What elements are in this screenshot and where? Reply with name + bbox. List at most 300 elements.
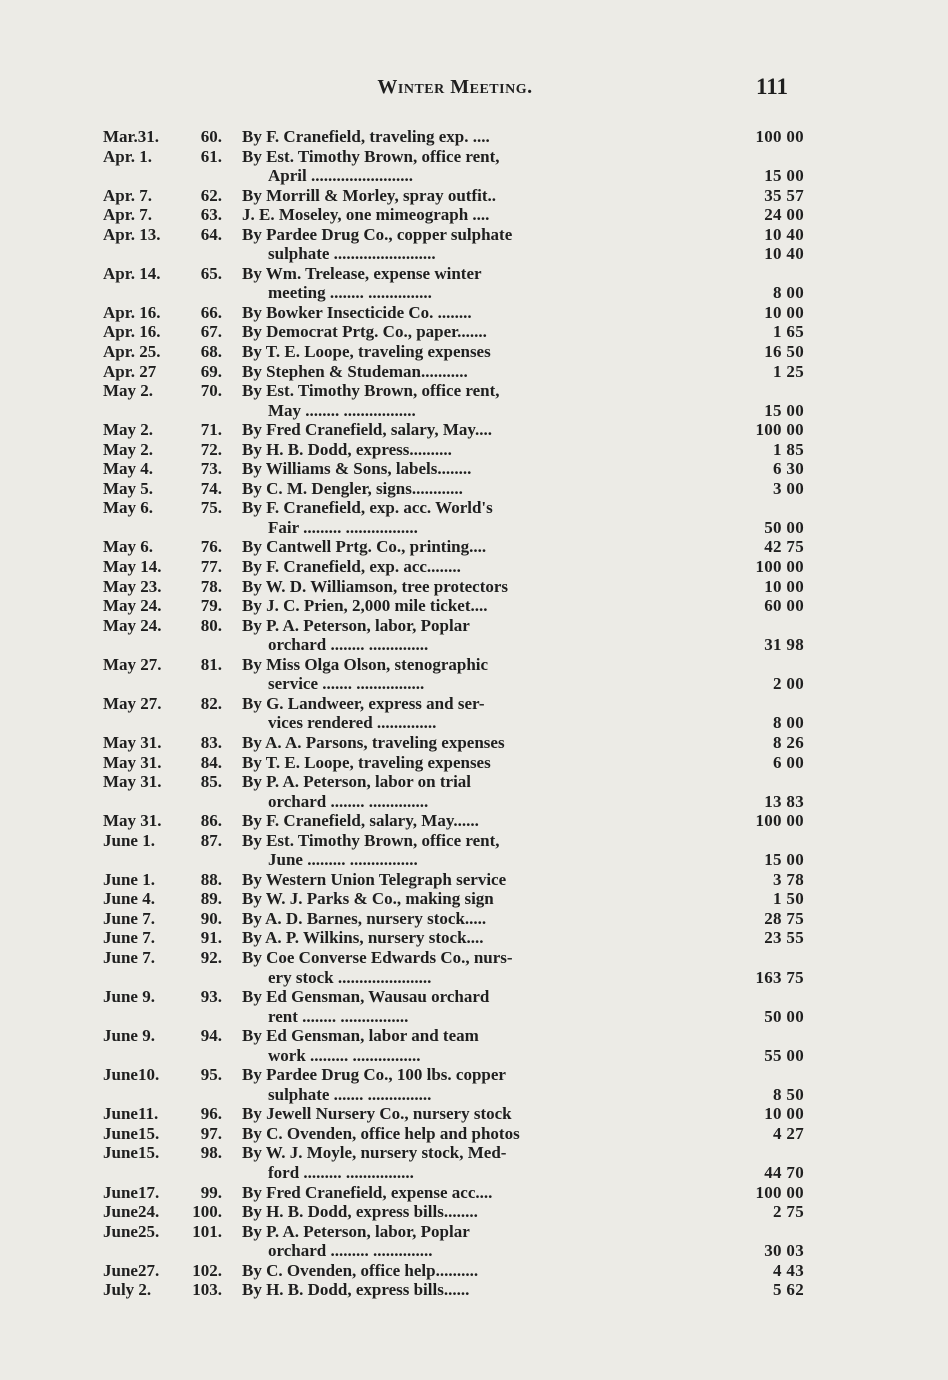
entry-description: By C. Ovenden, office help and photos: [242, 1123, 520, 1143]
entry-description: By A. D. Barnes, nursery stock.....: [242, 908, 487, 928]
entry-amount: 100 00: [755, 127, 804, 146]
entry-number: 61.: [200, 146, 222, 166]
entry-description: By Fred Cranefield, salary, May....: [242, 420, 492, 440]
ledger-line: [0, 537, 948, 557]
entry-date: May 14.: [103, 557, 162, 577]
ledger-line: [0, 1241, 948, 1261]
ledger-line: [0, 1222, 948, 1242]
entry-amount: 42 75: [764, 537, 804, 557]
ledger-line: [0, 850, 948, 870]
ledger-line: [0, 596, 948, 616]
ledger-entry: [0, 1183, 948, 1203]
entry-description: By Stephen & Studeman...........: [242, 361, 468, 381]
entry-number: 62.: [200, 185, 222, 205]
entry-amount: 100 00: [755, 1182, 804, 1202]
entry-number: 84.: [200, 752, 222, 772]
ledger-line: [0, 401, 948, 421]
ledger-line: [0, 459, 948, 479]
entry-description-continued: June ......... ................: [268, 850, 418, 870]
ledger-entry: [0, 1026, 948, 1065]
entry-number: 68.: [200, 342, 222, 362]
ledger-entry: [0, 459, 948, 479]
entry-date: May 24.: [103, 615, 162, 635]
entry-number: 80.: [200, 615, 222, 635]
entry-amount: 10 00: [764, 576, 804, 596]
ledger-entry: [0, 577, 948, 597]
entry-date: June15.: [103, 1143, 160, 1163]
ledger-entry: [0, 655, 948, 694]
entry-amount: 100 00: [755, 811, 804, 831]
ledger-line: [0, 772, 948, 792]
entry-description: By F. Cranefield, exp. acc. World's: [242, 498, 493, 518]
entry-amount: 1 85: [773, 439, 804, 459]
entry-amount: 2 75: [773, 1202, 804, 1222]
entry-date: June 4.: [103, 889, 155, 909]
entry-amount: 1 25: [773, 361, 804, 381]
ledger-entry: [0, 537, 948, 557]
entry-date: May 6.: [103, 498, 154, 518]
ledger-entry: [0, 1065, 948, 1104]
ledger-line: [0, 674, 948, 694]
entry-date: June11.: [103, 1104, 159, 1124]
entry-description-continued: sulphate ........................: [268, 244, 436, 264]
entry-description: By Bowker Insecticide Co. ........: [242, 302, 472, 322]
entry-description: By F. Cranefield, traveling exp. ....: [242, 127, 490, 146]
entry-amount: 3 00: [773, 478, 804, 498]
ledger-entry: [0, 831, 948, 870]
page-number: 111: [756, 74, 788, 99]
entry-description: By Williams & Sons, labels........: [242, 459, 472, 479]
ledger-line: [0, 362, 948, 382]
entry-amount: 50 00: [764, 517, 804, 537]
entry-description: By Miss Olga Olson, stenographic: [242, 654, 489, 674]
ledger-entry: [0, 1261, 948, 1281]
entry-description-continued: sulphate ....... ...............: [268, 1084, 432, 1104]
entry-number: 103.: [192, 1280, 222, 1300]
ledger-entry: [0, 440, 948, 460]
entry-date: Apr. 14.: [103, 263, 161, 283]
ledger-line: [0, 244, 948, 264]
ledger-line: [0, 498, 948, 518]
ledger-line: [0, 1046, 948, 1066]
ledger-line: [0, 264, 948, 284]
entry-description-continued: orchard ........ ..............: [268, 791, 429, 811]
ledger-line: [0, 225, 948, 245]
entry-description: By P. A. Peterson, labor on trial: [242, 772, 472, 792]
entry-date: June10.: [103, 1065, 160, 1085]
entry-description-continued: meeting ........ ...............: [268, 283, 432, 303]
entry-description: By P. A. Peterson, labor, Poplar: [242, 615, 470, 635]
ledger-line: [0, 322, 948, 342]
entry-date: May 5.: [103, 478, 154, 498]
ledger-entry: [0, 147, 948, 186]
ledger-entry: [0, 870, 948, 890]
entry-amount: 31 98: [764, 635, 804, 655]
entry-amount-first: 10 40: [764, 224, 804, 244]
entry-number: 65.: [200, 263, 222, 283]
ledger-line: [0, 616, 948, 636]
entry-number: 85.: [200, 772, 222, 792]
entry-date: Apr. 25.: [103, 342, 161, 362]
entry-number: 83.: [200, 732, 222, 752]
ledger-line: [0, 186, 948, 206]
entry-number: 63.: [200, 205, 222, 225]
entry-amount: 55 00: [764, 1045, 804, 1065]
entry-number: 100.: [192, 1202, 222, 1222]
entry-description: By H. B. Dodd, express bills......: [242, 1280, 470, 1300]
entry-description: By F. Cranefield, salary, May......: [242, 811, 479, 831]
ledger-entry: [0, 322, 948, 342]
entry-description: By Est. Timothy Brown, office rent,: [242, 381, 500, 401]
ledger-entry: [0, 342, 948, 362]
ledger-line: [0, 635, 948, 655]
entry-amount: 10 40: [764, 244, 804, 264]
entry-amount: 6 30: [773, 459, 804, 479]
entry-description-continued: May ........ .................: [268, 400, 416, 420]
ledger-entry: [0, 1222, 948, 1261]
ledger-entry: [0, 303, 948, 323]
entry-description: By T. E. Loope, traveling expenses: [242, 342, 491, 362]
entry-amount: 28 75: [764, 908, 804, 928]
entry-number: 78.: [200, 576, 222, 596]
entry-number: 101.: [192, 1221, 222, 1241]
entry-number: 71.: [200, 420, 222, 440]
entry-number: 66.: [200, 302, 222, 322]
entry-amount: 44 70: [764, 1162, 804, 1182]
entry-date: May 31.: [103, 732, 162, 752]
entry-number: 88.: [200, 869, 222, 889]
entry-amount: 13 83: [764, 791, 804, 811]
entry-number: 81.: [200, 654, 222, 674]
entry-amount: 6 00: [773, 752, 804, 772]
entry-description-continued: work ......... ................: [268, 1045, 421, 1065]
ledger-entry: [0, 889, 948, 909]
ledger-line: [0, 1202, 948, 1222]
ledger-entry: [0, 596, 948, 616]
entry-description: By H. B. Dodd, express bills........: [242, 1202, 478, 1222]
entry-number: 64.: [200, 224, 222, 244]
entry-date: May 2.: [103, 439, 154, 459]
entry-date: May 31.: [103, 811, 162, 831]
entry-number: 94.: [200, 1026, 222, 1046]
ledger-line: [0, 420, 948, 440]
ledger-entry: [0, 225, 948, 264]
entry-date: June 7.: [103, 928, 155, 948]
ledger-entry: [0, 1202, 948, 1222]
entry-amount: 30 03: [764, 1241, 804, 1261]
entry-date: May 27.: [103, 693, 162, 713]
entry-amount: 8 26: [773, 732, 804, 752]
entry-number: 79.: [200, 596, 222, 616]
ledger-line: [0, 655, 948, 675]
entry-date: May 27.: [103, 654, 162, 674]
entry-number: 75.: [200, 498, 222, 518]
entry-number: 97.: [200, 1123, 222, 1143]
entry-amount: 15 00: [764, 400, 804, 420]
ledger-line: [0, 928, 948, 948]
ledger-line: [0, 127, 948, 147]
entry-description-continued: ery stock ......................: [268, 967, 432, 987]
entry-description-continued: ford ......... ................: [268, 1162, 414, 1182]
ledger-entry: [0, 753, 948, 773]
entry-description: By Pardee Drug Co., 100 lbs. copper: [242, 1065, 506, 1085]
entry-date: Apr. 7.: [103, 205, 152, 225]
ledger-line: [0, 1124, 948, 1144]
entry-amount: 23 55: [764, 928, 804, 948]
entry-description: By Ed Gensman, labor and team: [242, 1026, 479, 1046]
ledger-entry: [0, 264, 948, 303]
entry-date: Apr. 16.: [103, 322, 161, 342]
page-title: Winter Meeting.: [377, 76, 533, 98]
ledger-line: [0, 147, 948, 167]
entry-description: By W. D. Williamson, tree protectors: [242, 576, 509, 596]
ledger-entry: [0, 557, 948, 577]
entry-number: 69.: [200, 361, 222, 381]
ledger-entry: [0, 1280, 948, 1300]
entry-description: By Est. Timothy Brown, office rent,: [242, 146, 500, 166]
entry-date: May 4.: [103, 459, 154, 479]
ledger-line: [0, 1280, 948, 1300]
entry-date: May 31.: [103, 772, 162, 792]
entry-description: By P. A. Peterson, labor, Poplar: [242, 1221, 470, 1241]
entry-description: By Pardee Drug Co., copper sulphate: [242, 224, 513, 244]
entry-number: 74.: [200, 478, 222, 498]
entry-amount: 3 78: [773, 869, 804, 889]
ledger-entry: [0, 362, 948, 382]
ledger-entry: [0, 1143, 948, 1182]
entry-date: May 24.: [103, 596, 162, 616]
ledger-line: [0, 342, 948, 362]
entry-description: By Ed Gensman, Wausau orchard: [242, 987, 490, 1007]
entry-amount: 163 75: [755, 967, 804, 987]
entry-description: By Jewell Nursery Co., nursery stock: [242, 1104, 512, 1124]
entry-number: 95.: [200, 1065, 222, 1085]
ledger-line: [0, 753, 948, 773]
ledger-line: [0, 1007, 948, 1027]
entry-number: 60.: [200, 127, 222, 146]
entry-description: By Coe Converse Edwards Co., nurs-: [242, 947, 513, 967]
ledger-line: [0, 1065, 948, 1085]
entry-number: 99.: [200, 1182, 222, 1202]
entry-number: 76.: [200, 537, 222, 557]
entry-description: By Western Union Telegraph service: [242, 869, 507, 889]
ledger-line: [0, 381, 948, 401]
entry-number: 82.: [200, 693, 222, 713]
ledger-entry: [0, 186, 948, 206]
entry-amount: 24 00: [764, 205, 804, 225]
entry-date: Apr. 27: [103, 361, 157, 381]
entry-description: By Fred Cranefield, expense acc....: [242, 1182, 493, 1202]
entry-amount: 1 65: [773, 322, 804, 342]
ledger-entry: [0, 948, 948, 987]
ledger-line: [0, 987, 948, 1007]
entry-description: By Morrill & Morley, spray outfit..: [242, 185, 497, 205]
entry-date: Apr. 13.: [103, 224, 161, 244]
ledger-line: [0, 870, 948, 890]
ledger-line: [0, 1143, 948, 1163]
ledger-line: [0, 792, 948, 812]
entry-date: June17.: [103, 1182, 160, 1202]
ledger-entry: [0, 381, 948, 420]
ledger-line: [0, 479, 948, 499]
ledger-line: [0, 733, 948, 753]
ledger-entry: [0, 1124, 948, 1144]
entry-date: June27.: [103, 1260, 160, 1280]
ledger-entry: [0, 772, 948, 811]
entry-date: June 1.: [103, 830, 155, 850]
ledger-line: [0, 831, 948, 851]
entry-number: 70.: [200, 381, 222, 401]
ledger-entry: [0, 733, 948, 753]
entry-description: By Est. Timothy Brown, office rent,: [242, 830, 500, 850]
entry-description: By C. Ovenden, office help..........: [242, 1260, 479, 1280]
entry-description-continued: orchard ........ ..............: [268, 635, 429, 655]
entry-description-continued: Fair ......... .................: [268, 517, 418, 537]
ledger-line: [0, 1026, 948, 1046]
entry-date: June 7.: [103, 908, 155, 928]
entry-amount: 8 50: [773, 1084, 804, 1104]
entry-number: 72.: [200, 439, 222, 459]
entry-date: June 9.: [103, 987, 155, 1007]
ledger-table: [0, 127, 948, 1300]
entry-description: By F. Cranefield, exp. acc........: [242, 557, 461, 577]
ledger-entry: [0, 1104, 948, 1124]
entry-number: 87.: [200, 830, 222, 850]
ledger-entry: [0, 909, 948, 929]
entry-amount: 15 00: [764, 850, 804, 870]
entry-number: 98.: [200, 1143, 222, 1163]
entry-description-continued: orchard ......... ..............: [268, 1241, 433, 1261]
ledger-line: [0, 166, 948, 186]
entry-date: July 2.: [103, 1280, 152, 1300]
entry-date: Apr. 16.: [103, 302, 161, 322]
entry-date: May 2.: [103, 381, 154, 401]
entry-description: By W. J. Moyle, nursery stock, Med-: [242, 1143, 507, 1163]
entry-date: Apr. 7.: [103, 185, 152, 205]
entry-description: By T. E. Loope, traveling expenses: [242, 752, 491, 772]
ledger-line: [0, 713, 948, 733]
ledger-line: [0, 1104, 948, 1124]
entry-description-continued: April ........................: [268, 166, 413, 186]
entry-number: 91.: [200, 928, 222, 948]
entry-description: By W. J. Parks & Co., making sign: [242, 889, 494, 909]
entry-number: 77.: [200, 557, 222, 577]
entry-description: By A. P. Wilkins, nursery stock....: [242, 928, 484, 948]
ledger-line: [0, 909, 948, 929]
entry-amount: 100 00: [755, 420, 804, 440]
entry-date: June24.: [103, 1202, 160, 1222]
entry-number: 102.: [192, 1260, 222, 1280]
entry-number: 73.: [200, 459, 222, 479]
ledger-entry: [0, 811, 948, 831]
entry-amount: 10 00: [764, 1104, 804, 1124]
entry-date: June25.: [103, 1221, 160, 1241]
entry-date: June 1.: [103, 869, 155, 889]
entry-amount: 35 57: [764, 185, 804, 205]
ledger-line: [0, 811, 948, 831]
entry-description: By C. M. Dengler, signs............: [242, 478, 463, 498]
ledger-entry: [0, 420, 948, 440]
entry-description: By Cantwell Prtg. Co., printing....: [242, 537, 487, 557]
ledger-line: [0, 518, 948, 538]
entry-number: 90.: [200, 908, 222, 928]
entry-date: May 31.: [103, 752, 162, 772]
entry-description-continued: vices rendered ..............: [268, 713, 437, 733]
ledger-line: [0, 694, 948, 714]
entry-description: By A. A. Parsons, traveling expenses: [242, 732, 505, 752]
entry-description: By J. C. Prien, 2,000 mile ticket....: [242, 596, 488, 616]
ledger-entry: [0, 694, 948, 733]
entry-date: May 23.: [103, 576, 162, 596]
ledger-line: [0, 1163, 948, 1183]
ledger-line: [0, 1183, 948, 1203]
entry-description-continued: service ....... ................: [268, 674, 425, 694]
ledger-line: [0, 440, 948, 460]
entry-description-continued: rent ........ ................: [268, 1006, 409, 1026]
ledger-entry: [0, 127, 948, 147]
entry-amount: 10 00: [764, 302, 804, 322]
entry-amount: 5 62: [773, 1280, 804, 1300]
entry-date: June 7.: [103, 947, 155, 967]
ledger-entry: [0, 928, 948, 948]
entry-amount: 60 00: [764, 596, 804, 616]
ledger-line: [0, 1261, 948, 1281]
ledger-entry: [0, 616, 948, 655]
entry-description: By Democrat Prtg. Co., paper.......: [242, 322, 487, 342]
entry-number: 93.: [200, 987, 222, 1007]
entry-amount: 2 00: [773, 674, 804, 694]
entry-amount: 8 00: [773, 713, 804, 733]
entry-date: June 9.: [103, 1026, 155, 1046]
entry-date: Apr. 1.: [103, 146, 152, 166]
entry-amount: 4 27: [773, 1123, 804, 1143]
ledger-line: [0, 948, 948, 968]
entry-date: Mar.31.: [103, 127, 160, 146]
ledger-line: [0, 557, 948, 577]
entry-number: 89.: [200, 889, 222, 909]
entry-description: By Wm. Trelease, expense winter: [242, 263, 482, 283]
ledger-line: [0, 1085, 948, 1105]
entry-description: By G. Landweer, express and ser-: [242, 693, 485, 713]
entry-description: J. E. Moseley, one mimeograph ....: [242, 205, 490, 225]
ledger-line: [0, 889, 948, 909]
ledger-entry: [0, 479, 948, 499]
entry-amount: 50 00: [764, 1006, 804, 1026]
entry-amount: 1 50: [773, 889, 804, 909]
entry-amount: 15 00: [764, 166, 804, 186]
entry-number: 67.: [200, 322, 222, 342]
entry-date: May 6.: [103, 537, 154, 557]
ledger-line: [0, 205, 948, 225]
ledger-line: [0, 577, 948, 597]
entry-amount: 100 00: [755, 557, 804, 577]
entry-amount: 4 43: [773, 1260, 804, 1280]
ledger-line: [0, 968, 948, 988]
entry-description: By H. B. Dodd, express..........: [242, 439, 452, 459]
entry-amount: 8 00: [773, 283, 804, 303]
ledger-line: [0, 283, 948, 303]
ledger-entry: [0, 205, 948, 225]
ledger-entry: [0, 498, 948, 537]
entry-number: 92.: [200, 947, 222, 967]
entry-amount: 16 50: [764, 342, 804, 362]
entry-number: 96.: [200, 1104, 222, 1124]
entry-date: May 2.: [103, 420, 154, 440]
entry-date: June15.: [103, 1123, 160, 1143]
ledger-entry: [0, 987, 948, 1026]
ledger-line: [0, 303, 948, 323]
entry-number: 86.: [200, 811, 222, 831]
